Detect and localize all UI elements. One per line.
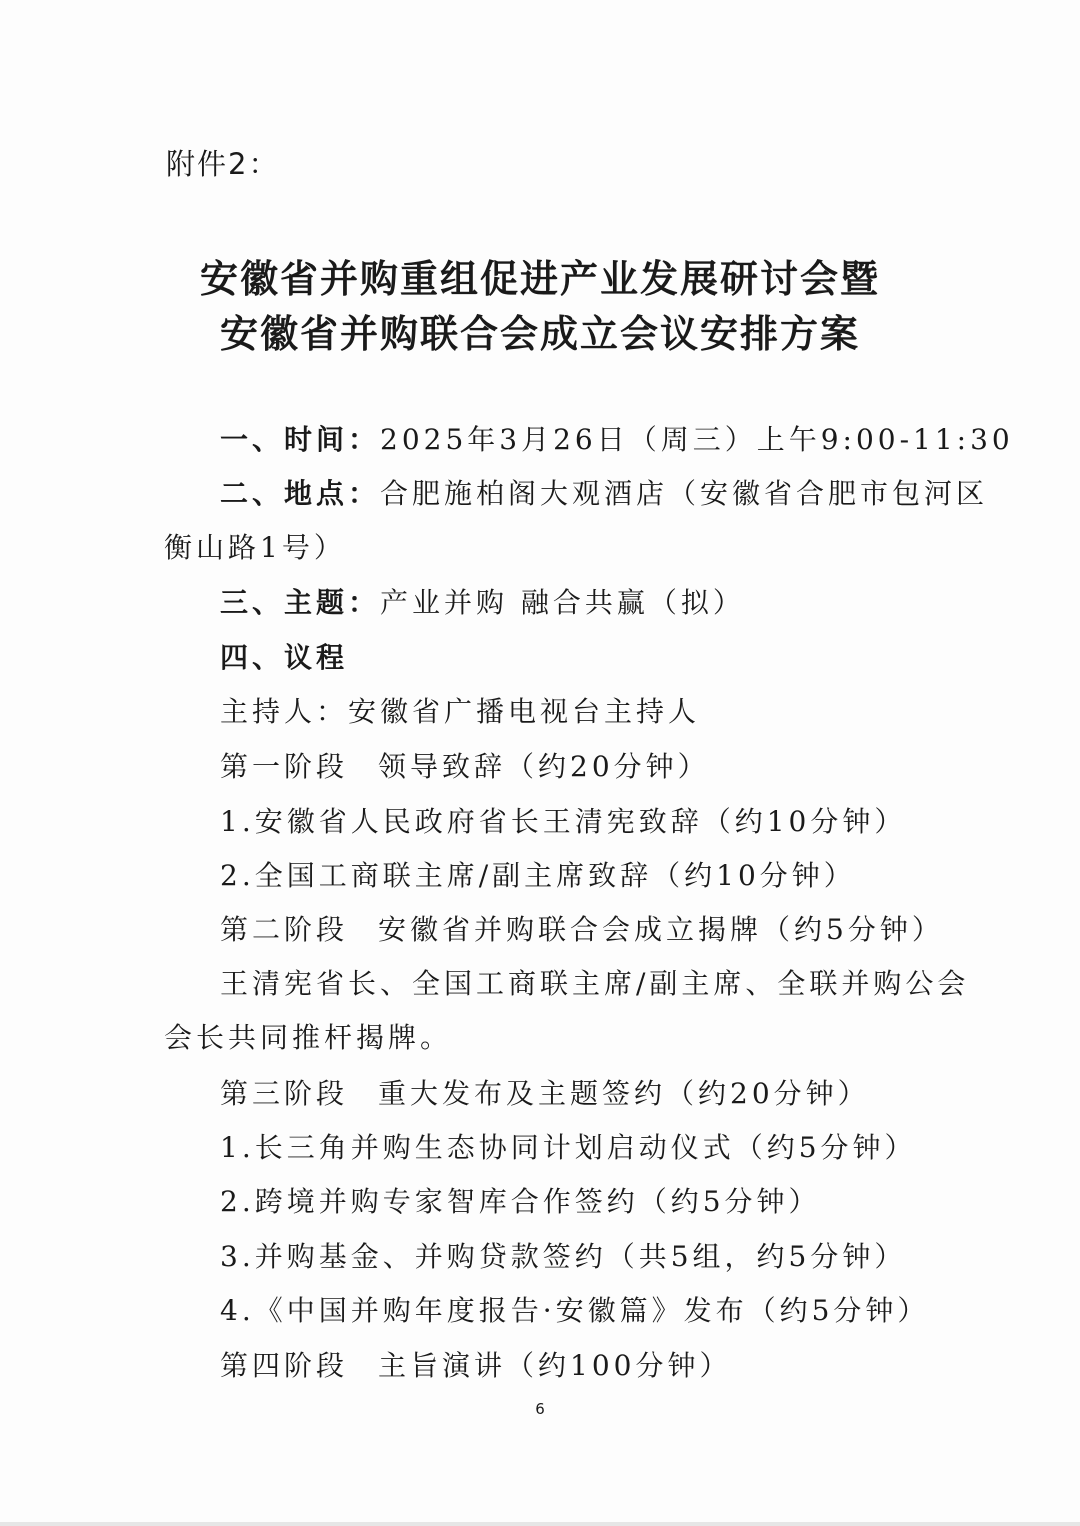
theme-line <box>220 581 745 621</box>
stage-1-label: 第一阶段 <box>220 750 349 783</box>
time-line <box>220 418 1014 458</box>
time-heading: 一、时间： <box>220 423 381 456</box>
title-line-2: 安徽省并购联合会成立会议安排方案 <box>219 312 860 356</box>
stage-4-label: 第四阶段 <box>220 1349 349 1382</box>
time-value: 2025年3月26日（周三）上午9:00-11:30 <box>380 423 1014 456</box>
host-line: 主持人：安徽省广播电视台主持人 <box>220 695 701 728</box>
theme-heading: 三、主题： <box>220 586 381 619</box>
stage-1-line <box>220 745 710 785</box>
stage-3-item-4: 4.《中国并购年度报告·安徽篇》发布（约5分钟） <box>220 1294 930 1327</box>
theme-value: 产业并购 融合共赢（拟） <box>380 586 745 619</box>
stage-2-title: 安徽省并购联合会成立揭牌（约5分钟） <box>378 913 944 946</box>
stage-1-item-2: 2.全国工商联主席/副主席致辞（约10分钟） <box>220 859 856 892</box>
agenda-heading: 四、议程 <box>220 641 349 674</box>
stage-2-desc-line-1: 王清宪省长、全国工商联主席/副主席、全联并购公会 <box>220 967 970 1000</box>
stage-3-item-2: 2.跨境并购专家智库合作签约（约5分钟） <box>220 1185 821 1218</box>
location-value: 合肥施柏阁大观酒店（安徽省合肥市包河区 <box>380 477 989 510</box>
stage-2-line <box>220 908 944 948</box>
stage-3-label: 第三阶段 <box>220 1077 349 1110</box>
stage-4-line <box>220 1344 731 1384</box>
location-heading: 二、地点： <box>220 477 381 510</box>
stage-3-line <box>220 1072 870 1112</box>
stage-3-item-1: 1.长三角并购生态协同计划启动仪式（约5分钟） <box>220 1131 917 1164</box>
location-continuation: 衡山路1号） <box>164 531 346 564</box>
attachment-label: 附件2： <box>166 147 280 181</box>
stage-2-label: 第二阶段 <box>220 913 349 946</box>
page-bottom-edge <box>0 1522 1080 1526</box>
stage-1-title: 领导致辞（约20分钟） <box>378 750 710 783</box>
stage-3-title: 重大发布及主题签约（约20分钟） <box>378 1077 870 1110</box>
stage-2-desc-line-2: 会长共同推杆揭牌。 <box>164 1021 453 1054</box>
stage-3-item-3: 3.并购基金、并购贷款签约（共5组，约5分钟） <box>220 1240 907 1273</box>
title-line-1: 安徽省并购重组促进产业发展研讨会暨 <box>199 257 880 301</box>
stage-4-title: 主旨演讲（约100分钟） <box>378 1349 732 1382</box>
page-number: 6 <box>535 1400 545 1418</box>
location-line <box>220 472 988 512</box>
stage-1-item-1: 1.安徽省人民政府省长王清宪致辞（约10分钟） <box>220 805 907 838</box>
